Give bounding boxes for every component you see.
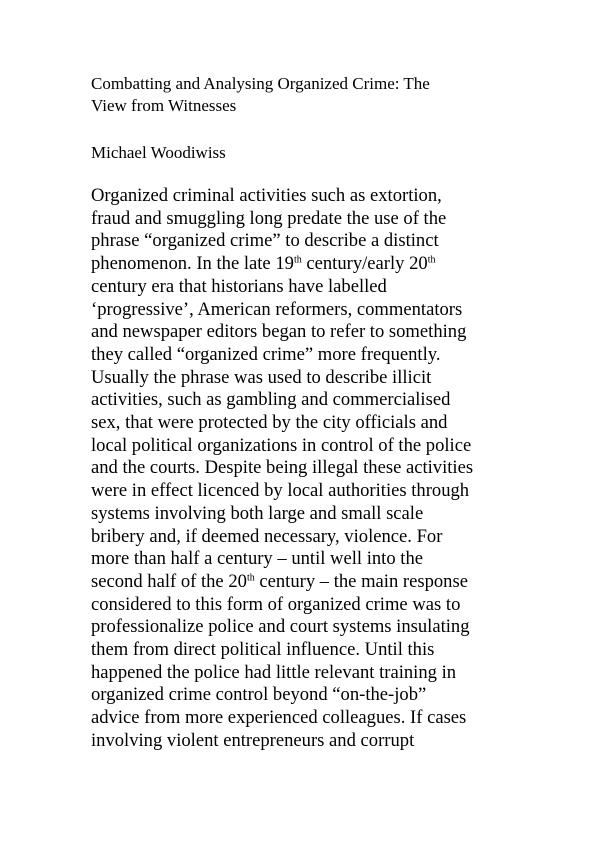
body-text-run: them from direct political influence. Until this: [91, 639, 435, 661]
body-line: [91, 480, 521, 503]
body-text-run: ‘progressive’, American reformers, commentators: [91, 298, 463, 320]
body-text-run: sex, that were protected by the city officials and: [91, 412, 448, 434]
body-text-run: activities, such as gambling and commercialised: [91, 389, 451, 411]
body-line: [91, 389, 521, 412]
body-text-run: considered to this form of organized crime was to: [91, 593, 461, 615]
body-line: [91, 730, 521, 753]
body-line: [91, 503, 521, 526]
body-line: [91, 662, 521, 685]
body-line: [91, 299, 521, 322]
body-line: [91, 412, 521, 435]
body-line: [91, 684, 521, 707]
body-line: [91, 707, 521, 730]
body-text-run: professionalize police and court systems insulating: [91, 616, 470, 638]
body-line: [91, 435, 521, 458]
body-text-run: bribery and, if deemed necessary, violence. For: [91, 525, 443, 547]
body-line: [91, 208, 521, 231]
body-text-run: Usually the phrase was used to describe illicit: [91, 366, 432, 388]
superscript-text: th: [293, 254, 302, 266]
body-text-run: century era that historians have labelled: [91, 275, 387, 297]
body-line: [91, 230, 521, 253]
body-text-run: Organized criminal activities such as extortion,: [91, 185, 442, 206]
body-line: [91, 344, 521, 367]
body-text-run: and the courts. Despite being illegal these activities: [91, 457, 474, 479]
body-line: [91, 185, 521, 208]
body-text-run: phenomenon. In the late 19: [91, 253, 294, 275]
body-line: [91, 616, 521, 639]
body-text-run: systems involving both large and small scale: [91, 502, 424, 524]
superscript-text: th: [246, 572, 255, 584]
document-title: [91, 73, 531, 117]
document-author: Michael Woodiwiss: [91, 143, 226, 162]
body-line: [91, 594, 521, 617]
body-line: [91, 571, 521, 594]
body-line: [91, 253, 521, 276]
document-body: [91, 185, 521, 753]
body-text-run: they called “organized crime” more frequently.: [91, 343, 441, 365]
body-text-run: involving violent entrepreneurs and corrupt: [91, 729, 415, 751]
body-line: [91, 548, 521, 571]
body-line: [91, 526, 521, 549]
body-line: [91, 276, 521, 299]
superscript-text: th: [427, 254, 436, 266]
body-text-run: century/early 20: [301, 253, 428, 275]
document-title-line: View from Witnesses: [91, 96, 237, 115]
document-title-line: Combatting and Analysing Organized Crime: The: [91, 74, 430, 93]
body-text-run: more than half a century – until well into the: [91, 548, 424, 570]
body-text-run: and newspaper editors began to refer to something: [91, 321, 467, 343]
body-line: [91, 457, 521, 480]
body-line: [91, 367, 521, 390]
body-text-run: organized crime control beyond “on-the-job”: [91, 684, 427, 706]
body-text-run: second half of the 20: [91, 570, 247, 592]
body-text-run: century – the main response: [254, 570, 468, 592]
body-line: [91, 321, 521, 344]
body-text-run: happened the police had little relevant training in: [91, 661, 457, 683]
body-text-run: fraud and smuggling long predate the use of the: [91, 207, 447, 229]
body-text-run: phrase “organized crime” to describe a distinct: [91, 230, 439, 252]
body-text-run: advice from more experienced colleagues. If cases: [91, 707, 467, 729]
body-text-run: were in effect licenced by local authorities through: [91, 480, 470, 502]
body-text-run: local political organizations in control of the police: [91, 434, 472, 456]
body-line: [91, 639, 521, 662]
